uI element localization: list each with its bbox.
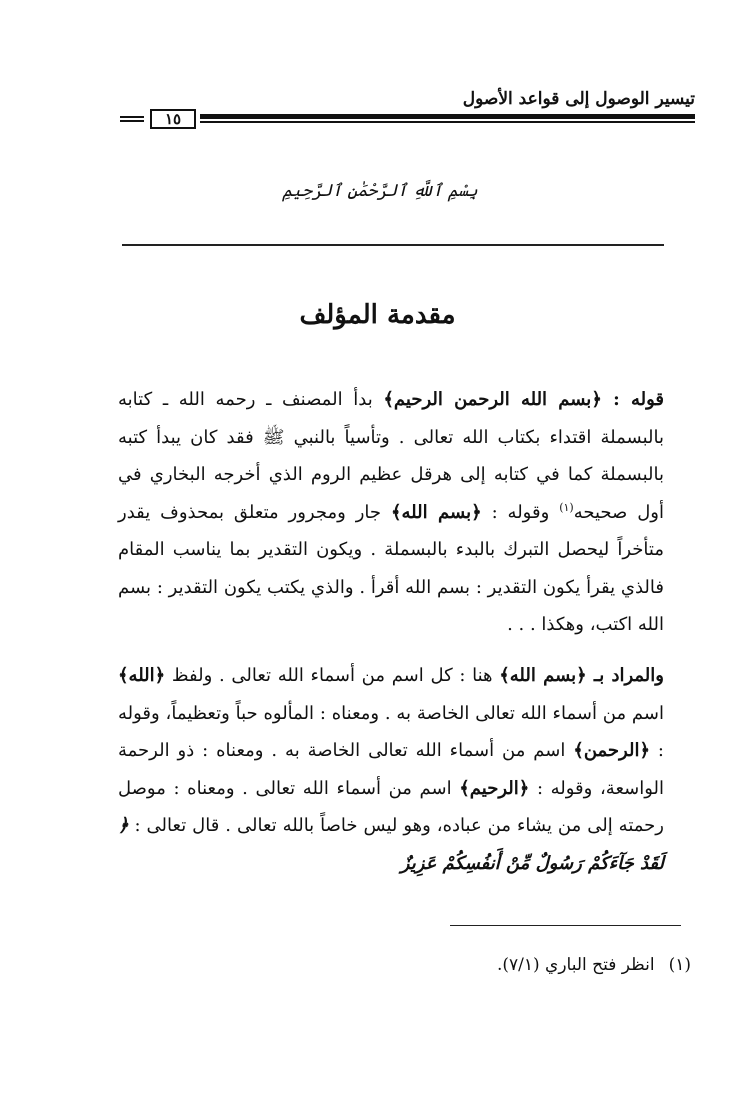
- paragraph-2: [118, 657, 664, 882]
- body-text: اسم من أسماء الله تعالى الخاصة به . ومعناه : ذو الرحمة الواسعة، وقوله :: [118, 740, 664, 799]
- header-rule-left: [120, 116, 144, 124]
- basmala-text: بِسْمِ ٱللَّهِ ٱلرَّحْمَٰنِ ٱلرَّحِيمِ: [282, 181, 478, 201]
- paragraph-1: [118, 381, 664, 644]
- quran-quote: ﴿الرحمن﴾: [573, 740, 651, 761]
- paragraph-lead: قوله :: [601, 389, 664, 410]
- paragraph-lead: والمراد بـ: [586, 665, 664, 686]
- quran-quote: ﴿بسم الله﴾: [499, 665, 587, 686]
- quran-quote: ﴿الرحيم﴾: [459, 777, 530, 799]
- footnote-number: (١): [668, 955, 691, 975]
- body-text: بدأ المصنف ـ رحمه الله ـ كتابه بالبسملة اقتداء بكتاب الله تعالى . وتأسياً بالنبي ﷺ فقد كان يبدأ كتبه بالبسملة كما في كتابه إلى هرقل عظيم الروم الذي أخرجه البخاري في أول صحيحه: [118, 389, 664, 523]
- quran-verse: ﴿ لَقَدْ جَآءَكُمْ رَسُولٌ مِّنْ أَنفُسِكُمْ عَزِيزٌ: [118, 815, 664, 874]
- page-number: ١٥: [150, 109, 196, 129]
- body-text: اسم من أسماء الله تعالى الخاصة به . ومعناه : المألوه حباً وتعظيماً، وقوله :: [118, 702, 664, 761]
- body-text: جار ومجرور متعلق بمحذوف يقدر متأخراً ليحصل التبرك بالبدء بالبسملة . ويكون التقدير بما يناسب المقام فالذي يقرأ يكون التقدير : بسم الله أقرأ . والذي يكتب يكون التقدير : بسم الله اكتب، وهكذا . . .: [118, 501, 664, 635]
- running-title: تيسير الوصول إلى قواعد الأصول: [462, 89, 695, 109]
- basmala-calligraphy: [200, 172, 560, 212]
- body-text: هنا : كل اسم من أسماء الله تعالى . ولفظ: [165, 665, 500, 686]
- body-text: وقوله :: [481, 501, 560, 523]
- chapter-title: مقدمة المؤلف: [299, 300, 456, 330]
- footnote: [497, 955, 691, 975]
- footnote-text: انظر فتح الباري (٧/١).: [496, 955, 655, 975]
- footnote-rule: [450, 925, 681, 926]
- footnote-ref[interactable]: (١): [559, 500, 574, 514]
- header-rule-right: [200, 114, 695, 126]
- section-divider: [122, 244, 664, 246]
- body-text: اسم من أسماء الله تعالى . ومعناه : موصل رحمته إلى من يشاء من عباده، وهو ليس خاصاً بالله تعالى . قال تعالى :: [118, 777, 664, 836]
- quran-quote: ﴿بسم الله﴾: [390, 501, 482, 523]
- quran-quote: ﴿الله﴾: [118, 665, 166, 686]
- quran-quote: ﴿بسم الله الرحمن الرحيم﴾: [383, 389, 602, 410]
